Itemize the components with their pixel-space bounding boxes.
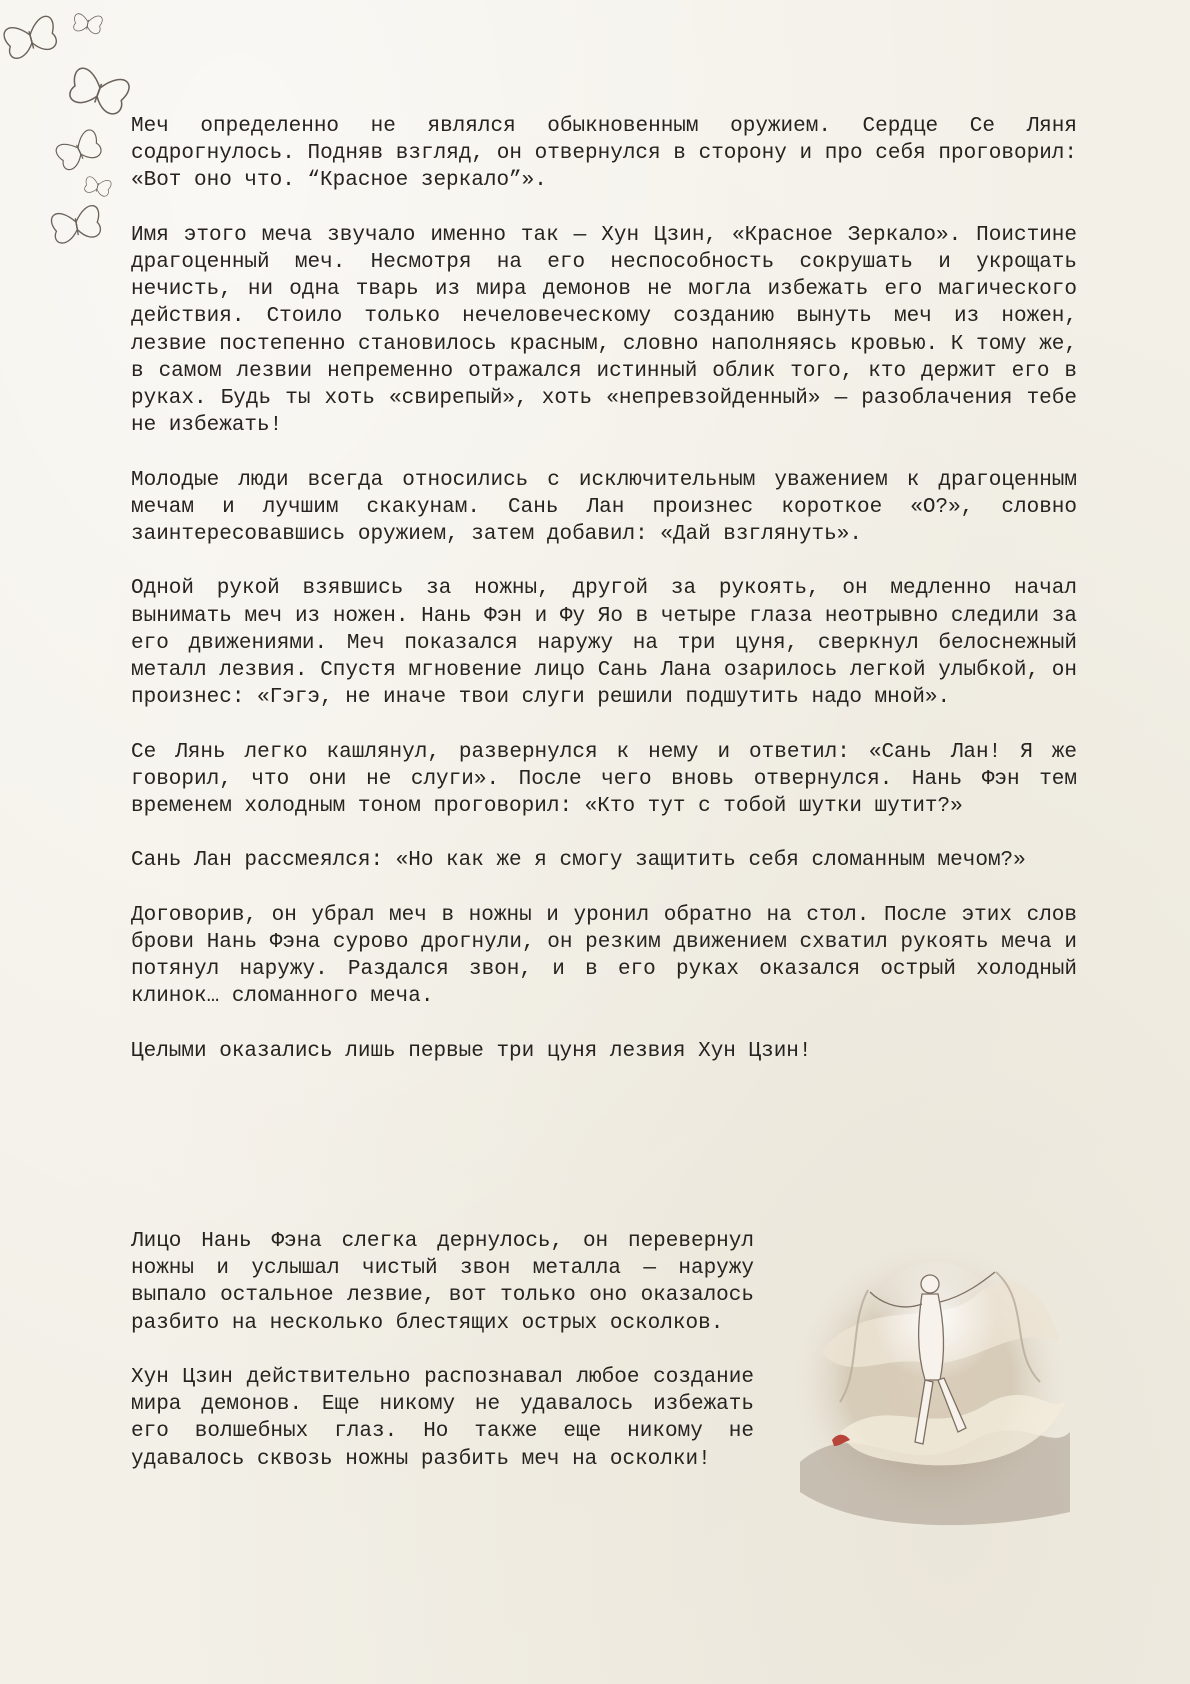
paragraph-7: Договорив, он убрал меч в ножны и уронил обратно на стол. После этих слов брови Нань Фэна сурово дрогнули, он резким движением схватил рукоять меча и потянул наружу. Раздался звон, и в его руках оказался острый холодный клинок… сломанного меча. (131, 903, 1077, 1009)
butterfly-decoration-icon (0, 0, 140, 260)
paragraph-9: Лицо Нань Фэна слегка дернулось, он перевернул ножны и услышал чистый звон металла — наружу выпало остальное лезвие, вот только оно оказалось разбито на несколько блестящих острых осколков. (131, 1230, 754, 1335)
illustration-image (780, 1232, 1080, 1532)
paragraph-10: Хун Цзин действительно распознавал любое создание мира демонов. Еще никому не удавалось избежать его волшебных глаз. Но также еще никому не удавалось сквозь ножны разбить меч на осколки! (131, 1366, 754, 1471)
paragraph-3: Молодые люди всегда относились с исключительным уважением к драгоценным мечам и лучшим скакунам. Сань Лан произнес короткое «О?», словно заинтересовавшись оружием, затем добавил: «Дай взглянуть». (131, 468, 1077, 547)
paragraph-4: Одной рукой взявшись за ножны, другой за рукоять, он медленно начал вынимать меч из ножен. Нань Фэн и Фу Яо в четыре глаза неотрывно следили за его движениями. Меч показался наружу на три цуня, сверкнул белоснежный металл лезвия. Спустя мгновение лицо Сань Лана озарилось легкой улыбкой, он произнес: «Гэгэ, не иначе твои слуги решили подшутить надо мной». (131, 577, 1077, 710)
paragraph-1: Меч определенно не являлся обыкновенным оружием. Сердце Се Ляня содрогнулось. Подняв взгляд, он отвернулся в сторону и про себя проговорил: «Вот оно что. “Красное зеркало”». (131, 115, 1077, 193)
paragraph-6: Сань Лан рассмеялся: «Но как же я смогу защитить себя сломанным мечом?» (131, 849, 1026, 873)
wrapped-text (131, 1228, 754, 1500)
main-text (131, 113, 1077, 1092)
paragraph-8: Целыми оказались лишь первые три цуня лезвия Хун Цзин! (131, 1039, 812, 1063)
paragraph-2: Имя этого меча звучало именно так — Хун Цзин, «Красное Зеркало». Поистине драгоценный меч. Несмотря на его неспособность сокрушать и укрощать нечисть, ни одна тварь из мира демонов не могла избежать его магического действия. Стоило только нечеловеческому созданию вынуть меч из ножен, лезвие постепенно становилось красным, словно наполняясь кровью. К тому же, в самом лезвии непременно отражался истинный облик того, кто держит его в руках. Будь ты хоть «свирепый», хоть «непревзойденный» — разоблачения тебе не избежать! (131, 223, 1077, 438)
paragraph-5: Се Лянь легко кашлянул, развернулся к нему и ответил: «Сань Лан! Я же говорил, что они не слуги». После чего вновь отвернулся. Нань Фэн тем временем холодным тоном проговорил: «Кто тут с тобой шутки шутит?» (131, 740, 1077, 819)
